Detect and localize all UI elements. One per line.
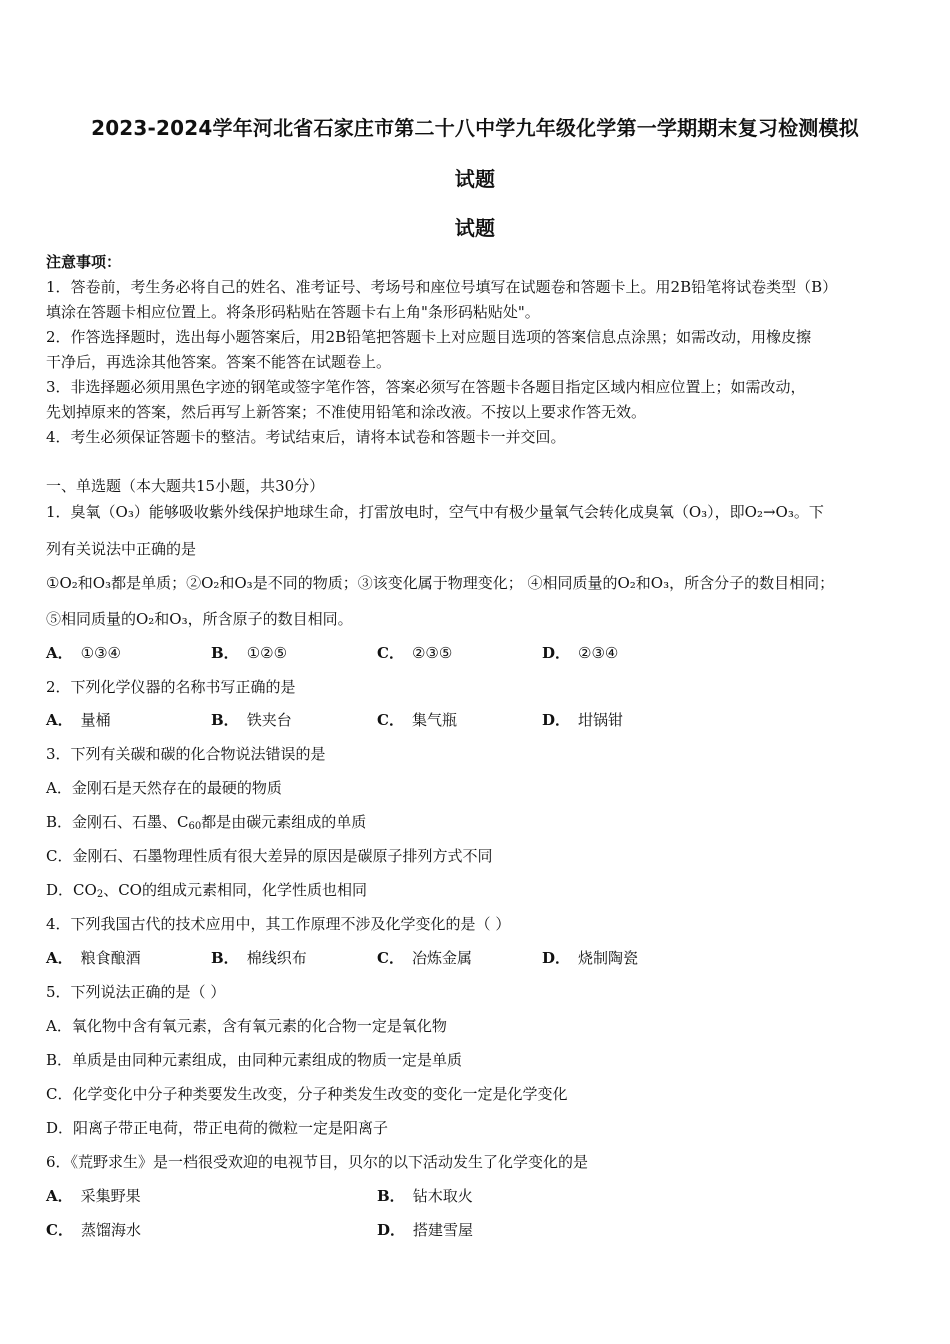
q6-stem: 6．《荒野求生》是一档很受欢迎的电视节目，贝尔的以下活动发生了化学变化的是 [46,1153,589,1171]
q2-option-d[interactable] [542,710,623,730]
notice-item-3a: 3．非选择题必须用黑色字迹的钢笔或签字笔作答，答案必须写在答题卡各题目指定区域内相应位置上；如需改动， [46,378,806,396]
option-label: D． [542,644,571,662]
q1-stem-a: 1．臭氧（O₃）能够吸收紫外线保护地球生命，打雷放电时，空气中有极少量氧气会转化成臭氧（O₃），即O₂→O₃。下 [46,503,824,521]
q2-option-b[interactable] [211,710,292,730]
option-text-start: B．金刚石、石墨、C [46,813,189,831]
option-text: 粮食酿酒 [80,949,141,967]
option-text: 搭建雪屋 [413,1221,474,1239]
option-label: C． [46,1221,73,1239]
notice-item-2a: 2．作答选择题时，选出每小题答案后，用2B铅笔把答题卡上对应题目选项的答案信息点涂黑；如需改动，用橡皮擦 [46,328,812,346]
exam-title-line-1: 2023-2024学年河北省石家庄市第二十八中学九年级化学第一学期期末复习检测模拟 [91,116,859,140]
option-label: A． [46,711,73,729]
q2-stem: 2．下列化学仪器的名称书写正确的是 [46,678,296,696]
option-label: D． [377,1221,406,1239]
option-text-end: 都是由碳元素组成的单质 [201,813,367,831]
q1-option-d[interactable] [542,643,618,663]
subscript: 2 [96,889,104,900]
notice-item-3b: 先划掉原来的答案，然后再写上新答案；不准使用铅笔和涂改液。不按以上要求作答无效。 [46,403,647,421]
option-text: 烧制陶瓷 [578,949,639,967]
option-text: 量桶 [80,711,111,729]
notice-heading: 注意事项： [46,253,122,271]
option-label: B． [211,711,239,729]
q3-option-a[interactable]: A．金刚石是天然存在的最硬的物质 [46,779,282,797]
q1-stem-b: 列有关说法中正确的是 [46,540,197,558]
q1-statements-b: ⑤相同质量的O₂和O₃，所含原子的数目相同。 [46,610,353,628]
option-text: 冶炼金属 [411,949,472,967]
option-label: C． [377,949,404,967]
q3-option-d[interactable] [46,880,367,900]
q1-statements-a: ①O₂和O₃都是单质；②O₂和O₃是不同的物质；③该变化属于物理变化； ④相同质量的O₂和O₃，所含分子的数目相同； [46,574,835,592]
q3-option-b[interactable] [46,812,366,832]
q3-option-c[interactable]: C．金刚石、石墨物理性质有很大差异的原因是碳原子排列方式不同 [46,847,493,865]
q4-option-b[interactable] [211,948,307,968]
option-text: 钻木取火 [412,1187,473,1205]
option-label: B． [211,644,239,662]
option-text: 集气瓶 [411,711,457,729]
option-label: D． [542,711,571,729]
subscript: 60 [188,821,202,832]
q4-option-a[interactable] [46,948,141,968]
option-text: ②③④ [578,644,619,662]
option-text: 棉线织布 [246,949,307,967]
q6-option-d[interactable] [377,1220,473,1240]
notice-item-2b: 干净后，再选涂其他答案。答案不能答在试题卷上。 [46,353,392,371]
q5-option-d[interactable]: D．阳离子带正电荷，带正电荷的微粒一定是阳离子 [46,1119,389,1137]
q5-option-b[interactable]: B．单质是由同种元素组成，由同种元素组成的物质一定是单质 [46,1051,463,1069]
exam-title-line-3: 试题 [454,216,496,240]
option-label: A． [46,644,73,662]
option-label: B． [211,949,239,967]
option-label: A． [46,1187,73,1205]
option-label: D． [542,949,571,967]
option-text: ①②⑤ [246,644,288,662]
q5-stem: 5．下列说法正确的是（ ） [46,983,226,1001]
q1-option-b[interactable] [211,643,287,663]
q4-option-d[interactable] [542,948,638,968]
q6-option-a[interactable] [46,1186,141,1206]
exam-title-line-2: 试题 [454,167,496,191]
q5-option-c[interactable]: C．化学变化中分子种类要发生改变，分子种类发生改变的变化一定是化学变化 [46,1085,568,1103]
option-label: B． [377,1187,405,1205]
option-label: C． [377,644,404,662]
notice-item-1a: 1．答卷前，考生务必将自己的姓名、准考证号、考场号和座位号填写在试题卷和答题卡上。用2B铅笔将试卷类型（B） [46,278,838,296]
q4-option-c[interactable] [377,948,472,968]
option-text-start: D．CO [46,881,97,899]
q6-option-b[interactable] [377,1186,473,1206]
q2-option-c[interactable] [377,710,457,730]
option-text: 铁夹台 [246,711,292,729]
section-heading: 一、单选题（本大题共15小题，共30分） [46,477,325,495]
notice-item-1b: 填涂在答题卡相应位置上。将条形码粘贴在答题卡右上角"条形码粘贴处"。 [46,303,540,321]
q4-stem: 4．下列我国古代的技术应用中，其工作原理不涉及化学变化的是（ ） [46,915,511,933]
option-text: 坩锅钳 [578,711,624,729]
option-text: ①③④ [80,644,121,662]
q3-stem: 3．下列有关碳和碳的化合物说法错误的是 [46,745,326,763]
q5-option-a[interactable]: A．氧化物中含有氧元素，含有氧元素的化合物一定是氧化物 [46,1017,447,1035]
q1-option-c[interactable] [377,643,452,663]
option-text: ②③⑤ [411,644,453,662]
option-text-end: 、CO的组成元素相同，化学性质也相同 [103,881,367,899]
option-text: 采集野果 [80,1187,141,1205]
notice-item-4: 4．考生必须保证答题卡的整洁。考试结束后，请将本试卷和答题卡一并交回。 [46,428,566,446]
option-label: A． [46,949,73,967]
q2-option-a[interactable] [46,710,111,730]
q1-option-a[interactable] [46,643,121,663]
option-label: C． [377,711,404,729]
option-text: 蒸馏海水 [80,1221,141,1239]
q6-option-c[interactable] [46,1220,141,1240]
